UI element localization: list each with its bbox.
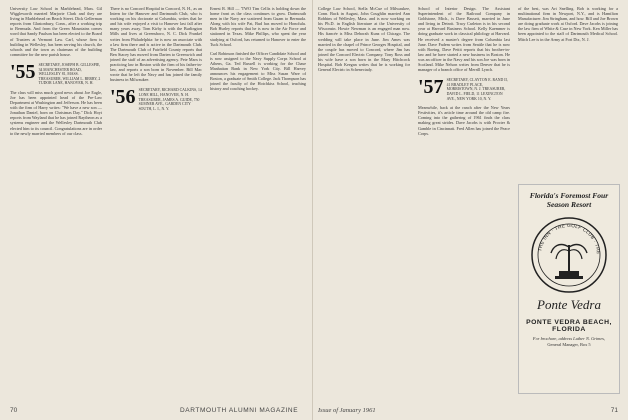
left-page <box>10 6 306 398</box>
class-header-56 <box>110 88 202 111</box>
class-officers: SECRETARY, JOSEPH B. GILLESPIE, 34 MANCHESTER ROAD, WELLESLEY 81, MASS. TREASURER, WILLIAM L. BERRY, 2 TUDOR LANE, HANOVER, N. H. <box>38 62 101 86</box>
ad-headline: Florida's Foremost Four Season Resort <box>529 191 609 209</box>
class-notes-text: Ernest R. Hill — 'TWO Tim Cellis is holding down the home front as the class continues to grow. Dartmouth men in the Navy are scattered from Guam to Bermuda. Along with his wife Pat, Bud has moved to Honolulu. Bob Hurley reports that he is now in the Air Force and stationed in Texas. Mike Phillips, who spent the year studying at Oxford, has returned to Hanover to enter the Tuck School. <box>210 6 306 47</box>
class-notes-text: University Law School in Marblehead, Mass. Gil Wiggleworth married Marjorie Clark and they are living in Marblehead on Beach Street. Dick Gellerman reports from Glastonbury, Conn., after a working trip to Bermuda. And from the Green Mountains comes word that Sandy Paulson has been elected to the Board of Trustees at Vermont Law. Carl, whose firm is building in Wellesley, has been serving his church, the schools and the town as chairman of the building committee for the new parish house. <box>10 6 102 57</box>
right-column-1 <box>318 6 410 398</box>
seal-ring-text: THE INN · THE GOLF CLUB · THE <box>537 222 602 255</box>
svg-text:THE INN · THE GOLF CLUB · THE <box>529 215 601 255</box>
left-column-2 <box>110 6 202 398</box>
ad-contact-line: For brochure, address Luther N. Grimes, <box>532 336 606 341</box>
page-gutter <box>312 0 313 420</box>
right-column-2 <box>418 6 510 398</box>
magazine-title: DARTMOUTH ALUMNI MAGAZINE <box>180 407 299 414</box>
class-notes-text: Carl Robinson finished the Officer Candidate School and is now assigned to the Navy Supply Corps School at Athens, Ga. Ted Russell is working for the Chase Manhattan Bank in New York City. Bill Harvey announces his engagement to Miss Susan Ware of Boston, a graduate of Smith College. Jack Thompson has joined the faculty of the Hotchkiss School, teaching history and coaching hockey. <box>210 50 306 92</box>
ad-contact-line: General Manager, Box 5 <box>547 342 591 347</box>
ad-script-logo: Ponte Vedra <box>537 297 601 312</box>
class-year: '55 <box>10 60 36 83</box>
class-notes-text: There is no Concord Hospital in Concord, N. H., as an Intern for the Hanover and Dartmouth Club, who is working on his doctorate at Columbia, writes that he and his wife enjoyed a visit to Hanover last fall after many years away. Tom Kirby is with the Burlington Mills and lives at Greensboro, N. C. Dick Frankel writes from Philadelphia: he is now an associate with a law firm there and is active in the Dartmouth Club. The Dartmouth Club of Fairfield County reports that Ben Stacey has moved from Darien to Greenwich and joined the staff of an advertising agency. Pete Marx is practicing law in Boston with the firm of his father-in-law, and reports a son born in November. Bill Mac wrote that he left the Navy and has joined the family business in Milwaukee. <box>110 6 202 83</box>
class-notes-text: College Law School, Stella McCue of Milwaukee, Conn. Back in August, John Coughlin married Ann Robbins of Wellesley, Mass. and is now working on his Ph.D. in English literature at the University of Wisconsin. Howie Newman is an engaged man now. His fiancée is Miss Deborah Kunz of Chicago. The wedding will take place in June. Jim Ames was married in the chapel of Prince Georges Hospital, and the couple has moved to Concord, where Jim has joined the Concord Electric Company. Tony Ross and his wife have a son born in the Mary Hitchcock Hospital. Bob Keegan writes that he is working for General Electric in Schenectady. <box>318 6 410 73</box>
issue-date: Issue of January 1961 <box>318 407 376 414</box>
class-notes-text: Meanwhile, back at the ranch after the New Years Festivities, it's article time around the old camp fire. Coming into the gathering of 1961 finds the class making great strides. Dave Jacobs is with Procter & Gamble in Cincinnati. Fred Allen has joined the Peace Corps. <box>418 105 510 136</box>
ponte-vedra-seal-icon <box>529 215 609 295</box>
class-year: '57 <box>418 76 444 99</box>
class-officers: SECRETARY, CLAYTON E. RAND II, 41 BRADLEY PLACE, MORRISTOWN, N. J. TREASURER, DAVID L. FIELD, 11 LEXINGTON AVE., NEW YORK 10, N. Y. <box>446 78 508 101</box>
class-header-55 <box>10 60 102 86</box>
class-notes-text: of the best, was Art Snelling. Bob is working for a multinational firm in Newport, N.Y., and is Hamilton Manufacturer. Jim Stringham, and how. Bill and Joe Brown are doing graduate work at Oxford. Dave Jacobs is joining the law firm of White & Case in New York. Ken Miller has been appointed to the staff of Dartmouth Medical School. Mitch Lee is in the Army at Fort Dix, N. J. <box>518 6 618 42</box>
class-header-57 <box>418 78 510 101</box>
left-page-number: 70 <box>10 407 18 414</box>
right-column-3 <box>518 6 618 184</box>
left-column-1 <box>10 6 102 398</box>
class-notes-text: The class will miss much good news about Joe Eagle, Joe has been appointed head of the Pre-Law Department at Washington and Jefferson. He has been with the firm of Harry writes: "We have a new son — Jonathan Daniel, born on Christmas Day." Dick Hoyt reports from Wayland that he has joined Raytheon as a systems engineer and the Wellesley Dartmouth Club elected him to its council. Congratulations are in order to the newly married members of our class. <box>10 89 102 136</box>
ponte-vedra-advertisement <box>518 184 620 394</box>
class-officers: SECRETARY, RICHARD CALKINS, 14 LONE HILL, HANOVER, N. H. TREASURER, JAMES A. GUIDE, 750 SUMNER AVE., GARDEN CITY SOUTH, L. I., N. Y. <box>138 88 202 111</box>
class-year: '56 <box>110 86 136 109</box>
ad-location: PONTE VEDRA BEACH, FLORIDA <box>526 319 612 333</box>
left-column-3 <box>210 6 306 398</box>
right-page <box>318 6 618 398</box>
right-page-number: 71 <box>610 407 618 414</box>
class-notes-text: School of Interior Design. The Assistant Superintendent of the Railroad Company in Goldstone, Mich., is Dave Bassett, married in June and living in Detroit. Tracy Carleton is in his second year at Harvard Business School. Kelly Kaemmer is doing graduate work in classical philology at Harvard. He received a master's degree from Columbia last June. Dave Fadem writes from Seattle that he is now with Boeing. Dave Pettit reports that his brother-in-law and he have started a new business in Boston. He was an officer in the Navy and his son Joe was born in Scotland. Mike Nelson writes from Denver that he is manager of a branch office of Merrill Lynch. <box>418 6 510 73</box>
